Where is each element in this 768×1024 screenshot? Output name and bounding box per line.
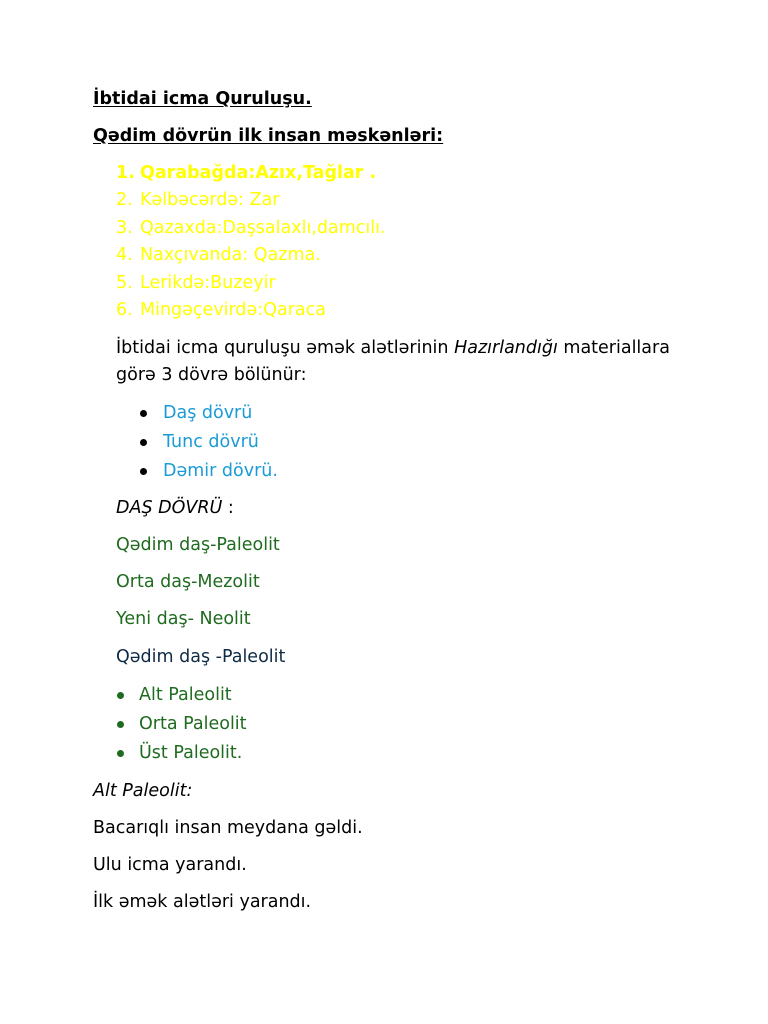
settlement-item xyxy=(116,245,321,266)
settlement-item xyxy=(116,190,280,211)
document-subtitle: Qədim dövrün ilk insan məskənləri: xyxy=(93,126,444,146)
fact-line: Ulu icma yarandı. xyxy=(93,855,247,875)
bullet-icon xyxy=(117,721,124,728)
bullet-icon xyxy=(117,750,124,757)
intro-paragraph-line-2: görə 3 dövrə bölünür: xyxy=(116,365,307,385)
paleolithic-heading: Qədim daş -Paleolit xyxy=(116,647,286,667)
settlement-text: Lerikdə:Buzeyir xyxy=(140,273,276,293)
document-title: İbtidai icma Quruluşu. xyxy=(93,89,312,109)
bullet-icon xyxy=(140,439,147,446)
period-item: Tunc dövrü xyxy=(163,432,259,452)
bullet-icon xyxy=(117,692,124,699)
stone-age-heading-text: DAŞ DÖVRÜ xyxy=(116,498,223,518)
stone-age-item: Orta daş-Mezolit xyxy=(116,572,260,592)
settlement-item xyxy=(116,163,376,184)
list-number: 4. xyxy=(116,245,133,265)
intro-paragraph xyxy=(116,338,670,359)
stone-age-heading-colon: : xyxy=(222,498,234,518)
settlement-item xyxy=(116,273,276,294)
intro-italic-text: Hazırlandığı xyxy=(454,338,558,358)
settlement-text: Naxçıvanda: Qazma. xyxy=(140,245,321,265)
list-number: 2. xyxy=(116,190,133,210)
bullet-icon xyxy=(140,410,147,417)
list-number: 3. xyxy=(116,218,133,238)
period-item: Dəmir dövrü. xyxy=(163,461,278,481)
list-number: 1. xyxy=(116,163,135,183)
settlement-text: Qazaxda:Daşsalaxlı,damcılı. xyxy=(140,218,386,238)
settlement-text: Kəlbəcərdə: Zar xyxy=(140,190,280,210)
period-item: Daş dövrü xyxy=(163,403,253,423)
settlement-item xyxy=(116,300,326,321)
stone-age-item: Yeni daş- Neolit xyxy=(116,609,251,629)
intro-text: İbtidai icma quruluşu əmək alətlərinin xyxy=(116,338,455,358)
paleolithic-stage-item: Alt Paleolit xyxy=(139,685,232,705)
stone-age-item: Qədim daş-Paleolit xyxy=(116,535,280,555)
fact-line: İlk əmək alətləri yarandı. xyxy=(93,892,312,912)
paleolithic-stage-item: Orta Paleolit xyxy=(139,714,247,734)
settlement-text: Qarabağda:Azıx,Tağlar . xyxy=(140,163,377,183)
paleolithic-stage-item: Üst Paleolit. xyxy=(139,743,243,763)
fact-line: Bacarıqlı insan meydana gəldi. xyxy=(93,818,363,838)
stone-age-heading xyxy=(116,498,234,519)
list-number: 5. xyxy=(116,273,133,293)
settlement-item xyxy=(116,218,386,239)
list-number: 6. xyxy=(116,300,133,320)
settlement-text: Mingəçevirdə:Qaraca xyxy=(140,300,326,320)
intro-text-end: materiallara xyxy=(557,338,670,358)
lower-paleolithic-heading: Alt Paleolit: xyxy=(93,781,193,801)
bullet-icon xyxy=(140,468,147,475)
